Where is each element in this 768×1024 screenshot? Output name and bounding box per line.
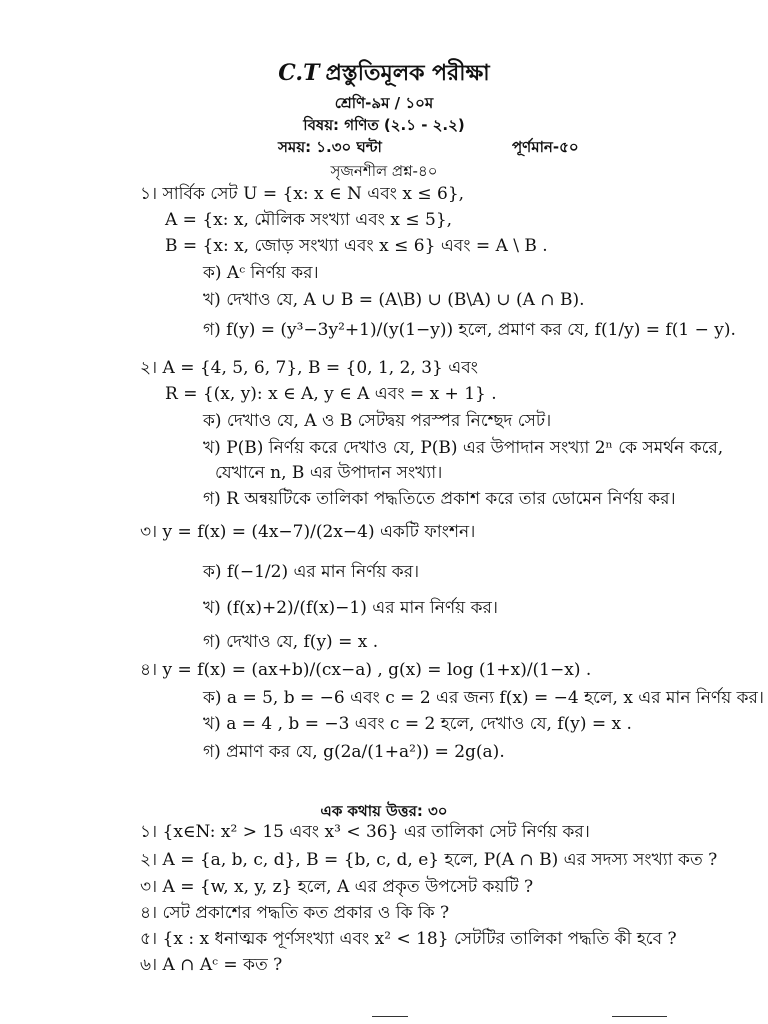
q2-relation: R = {(x, y): x ∈ A, y ∈ A এবং = x + 1} . [165,384,497,404]
q3-part-ga: গ) দেখাও যে, f(y) = x . [203,632,379,652]
short-q3: ৩। A = {w, x, y, z} হলে, A এর প্রকৃত উপসেট কয়টি ? [140,877,534,897]
q2-part-ka: ক) দেখাও যে, A ও B সেটদ্বয় পরস্পর নিশ্ছেদ সেট। [203,411,552,431]
q2-part-ga: গ) R অন্বয়টিকে তালিকা পদ্ধতিতে প্রকাশ করে তার ডোমেন নির্ণয় কর। [203,489,676,509]
q1-set-b: B = {x: x, জোড় সংখ্যা এবং x ≤ 6} এবং = A \ B . [165,236,548,256]
creative-section-title: সৃজনশীল প্রশ্ন-৪০ [330,162,438,180]
ct-label: C.T [278,60,320,86]
q1-set-a: A = {x: x, মৌলিক সংখ্যা এবং x ≤ 5}, [165,210,453,230]
q3-function: ৩। y = f(x) = (4x−7)/(2x−4) একটি ফাংশন। [140,522,476,542]
q1-part-ka: ক) Aᶜ নির্ণয় কর। [203,263,319,283]
q1-part-kha: খ) দেখাও যে, A ∪ B = (A\B) ∪ (B\A) ∪ (A ∩ B). [203,290,585,310]
bottom-rule-right [612,1016,667,1017]
q4-part-kha: খ) a = 4 , b = −3 এবং c = 2 হলে, দেখাও যে, f(y) = x . [203,714,632,734]
q4-part-ka: ক) a = 5, b = −6 এবং c = 2 এর জন্য f(x) = −4 হলে, x এর মান নির্ণয় কর। [203,688,764,708]
q4-part-ga: গ) প্রমাণ কর যে, g(2a/(1+a²)) = 2g(a). [203,742,505,762]
short-q4: ৪। সেট প্রকাশের পদ্ধতি কত প্রকার ও কি কি ? [140,903,450,923]
title-text: প্রস্তুতিমূলক পরীক্ষা [325,61,490,86]
q4-functions: ৪। y = f(x) = (ax+b)/(cx−a) , g(x) = log (1+x)/(1−x) . [140,660,592,680]
class-line: শ্রেণি-৯ম / ১০ম [334,94,434,112]
short-q1: ১। {x∈N: x² > 15 এবং x³ < 36} এর তালিকা সেট নির্ণয় কর। [140,822,590,842]
time-label: সময়: ১.৩০ ঘন্টা [278,138,382,156]
full-marks-label: পূর্ণমান-৫০ [512,138,579,156]
short-q2: ২। A = {a, b, c, d}, B = {b, c, d, e} হলে, P(A ∩ B) এর সদস্য সংখ্যা কত ? [140,850,718,870]
bottom-rule-left [372,1016,408,1017]
q1-part-ga: গ) f(y) = (y³−3y²+1)/(y(1−y)) হলে, প্রমাণ কর যে, f(1/y) = f(1 − y). [203,320,736,340]
q3-part-ka: ক) f(−1/2) এর মান নির্ণয় কর। [203,562,420,582]
q2-sets: ২। A = {4, 5, 6, 7}, B = {0, 1, 2, 3} এবং [140,358,478,378]
q1-universal-set: ১। সার্বিক সেট U = {x: x ∈ N এবং x ≤ 6}, [140,184,465,204]
exam-title [0,56,768,93]
q3-part-kha: খ) (f(x)+2)/(f(x)−1) এর মান নির্ণয় কর। [203,598,498,618]
short-q5: ৫। {x : x ধনাত্মক পূর্ণসংখ্যা এবং x² < 18} সেটটির তালিকা পদ্ধতি কী হবে ? [140,929,677,949]
short-answer-title: এক কথায় উত্তর: ৩০ [320,802,448,820]
q2-part-kha-cont: যেখানে n, B এর উপাদান সংখ্যা। [215,463,443,483]
subject-line: বিষয়: গণিত (২.১ - ২.২) [303,116,465,134]
short-q6: ৬। A ∩ Aᶜ = কত ? [140,955,283,975]
q2-part-kha: খ) P(B) নির্ণয় করে দেখাও যে, P(B) এর উপাদান সংখ্যা 2ⁿ কে সমর্থন করে, [203,438,724,458]
